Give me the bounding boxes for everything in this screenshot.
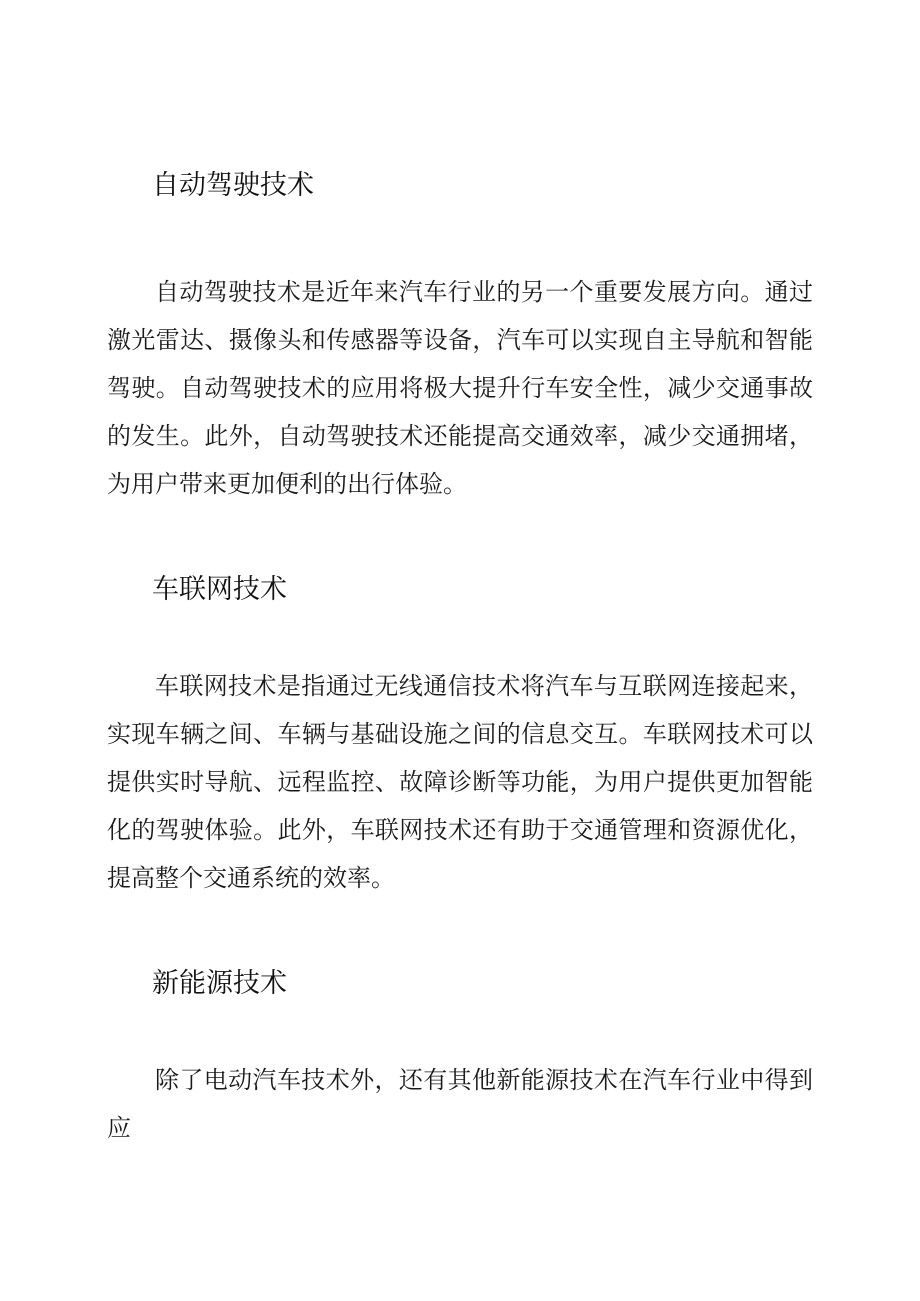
section-heading-autonomous-driving: 自动驾驶技术 — [152, 170, 314, 201]
section-paragraph-autonomous-driving: 自动驾驶技术是近年来汽车行业的另一个重要发展方向。通过激光雷达、摄像头和传感器等设备，汽车可以实现自主导航和智能驾驶。自动驾驶技术的应用将极大提升行车安全性，减少交通事故的发生。此外，自动驾驶技术还能提高交通效率，减少交通拥堵，为用户带来更加便利的出行体验。 — [107, 278, 813, 498]
section-heading-new-energy: 新能源技术 — [152, 968, 287, 999]
section-heading-connected-vehicles: 车联网技术 — [152, 574, 287, 605]
section-paragraph-new-energy: 除了电动汽车技术外，还有其他新能源技术在汽车行业中得到应 — [107, 1066, 813, 1142]
section-paragraph-connected-vehicles: 车联网技术是指通过无线通信技术将汽车与互联网连接起来，实现车辆之间、车辆与基础设施之间的信息交互。车联网技术可以提供实时导航、远程监控、故障诊断等功能，为用户提供更加智能化的驾驶体验。此外，车联网技术还有助于交通管理和资源优化，提高整个交通系统的效率。 — [107, 672, 813, 892]
